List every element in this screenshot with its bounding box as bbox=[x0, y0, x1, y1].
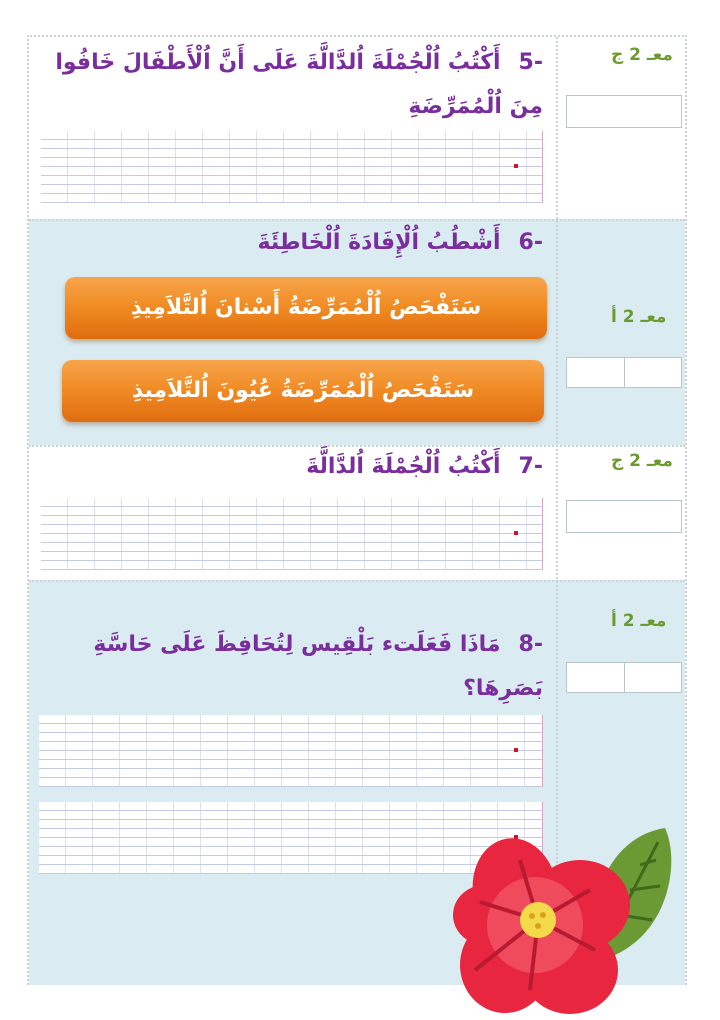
writing-lines[interactable] bbox=[41, 498, 543, 570]
grade-box[interactable] bbox=[566, 500, 682, 533]
question-5-text: -5أَكْتُبُ اُلْجُمْلَةَ اُلدَّالَّةَ عَلَى أَنَّ اُلْأَطْفَالَ خَافُوا مِنَ اُلْمُمَرِّضَةِ bbox=[55, 50, 543, 119]
grade-label: معـ 2 ج bbox=[611, 451, 673, 471]
writing-lines[interactable] bbox=[39, 715, 543, 787]
grade-box[interactable] bbox=[566, 95, 682, 128]
question-6-text: -6أَشْطُبُ اُلْإِفَادَةَ اُلْخَاطِئَةَ bbox=[257, 230, 543, 255]
grade-label: معـ 2 أ bbox=[611, 611, 667, 631]
flower-icon bbox=[430, 820, 690, 1020]
grade-box[interactable] bbox=[566, 662, 682, 693]
answer-option-2[interactable]: سَتَفْحَصُ اُلْمُمَرِّضَةُ عُيُونَ اُلتَّلاَمِيذِ bbox=[62, 360, 544, 422]
grade-label: معـ 2 أ bbox=[611, 307, 667, 327]
question-7-text: -7أَكْتُبُ اُلْجُمْلَةَ اُلدَّالَّةَ bbox=[306, 454, 543, 479]
grade-box[interactable] bbox=[566, 357, 682, 388]
writing-lines[interactable] bbox=[41, 131, 543, 203]
question-8-text: -8مَاذَا فَعَلَتء بَلْقِيس لِتُحَافِظَ عَلَى حَاسَّةِ بَصَرِهَا؟ bbox=[93, 632, 543, 701]
row-divider bbox=[29, 580, 685, 582]
grade-label: معـ 2 ج bbox=[611, 45, 673, 65]
answer-option-1[interactable]: سَتَفْحَصُ اُلْمُمَرِّضَةُ أَسْنانَ اُلتَّلاَمِيذِ bbox=[65, 277, 547, 339]
